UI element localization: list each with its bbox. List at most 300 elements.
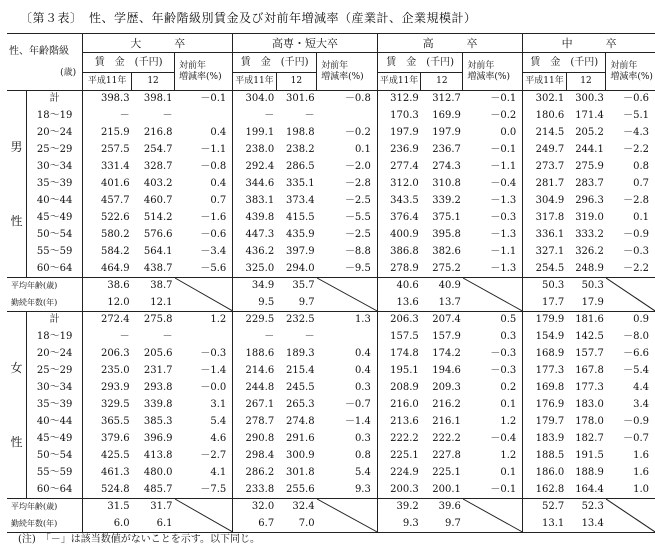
- age-label: 45～49: [27, 431, 83, 448]
- value-cell: 13.6: [377, 295, 420, 312]
- age-label: 60～64: [27, 261, 83, 278]
- value-cell: 301.8: [285, 467, 315, 478]
- table-row: [7, 244, 655, 261]
- value-cell: 157.9: [432, 331, 461, 342]
- value-cell: [317, 329, 378, 346]
- value-cell: 580.2: [100, 229, 130, 240]
- value-cell: 244.8: [245, 382, 275, 393]
- value-cell: 379.6: [100, 433, 130, 444]
- value-cell: 176.9: [535, 399, 565, 410]
- value-cell: 0.1: [463, 397, 523, 414]
- value-cell: 214.5: [535, 127, 565, 138]
- value-cell: 273.7: [535, 161, 565, 172]
- value-cell: 225.1: [390, 450, 419, 461]
- value-cell: －9.5: [317, 261, 378, 278]
- value-cell: 162.8: [523, 482, 566, 499]
- value-cell: 216.0: [390, 399, 419, 410]
- value-cell: －8.0: [623, 331, 649, 342]
- value-cell: －0.8: [317, 91, 378, 108]
- value-cell: 236.7: [432, 144, 461, 155]
- value-cell: －2.2: [606, 261, 655, 278]
- summary-label: 平均年齢(歳): [7, 499, 83, 516]
- age-label: 35～39: [27, 176, 83, 193]
- value-cell: 329.5: [100, 399, 130, 410]
- table-row: [7, 176, 655, 193]
- value-cell: 386.8: [390, 246, 419, 257]
- age-label: 計: [27, 312, 83, 329]
- table-row: [7, 363, 655, 380]
- value-cell: －7.5: [175, 482, 233, 499]
- value-cell: 283.7: [575, 178, 604, 189]
- value-cell: －4.3: [623, 127, 649, 138]
- value-cell: －0.7: [317, 397, 378, 414]
- value-cell: 200.3: [377, 482, 420, 499]
- value-cell: 39.6: [438, 501, 461, 513]
- value-cell: －0.1: [175, 91, 233, 108]
- table-row: [7, 312, 655, 329]
- value-cell: 9.7: [276, 295, 316, 312]
- value-cell: 235.0: [100, 365, 130, 376]
- value-cell: 278.7: [245, 416, 275, 427]
- value-cell: 485.7: [132, 482, 175, 499]
- value-cell: 31.7: [150, 501, 173, 513]
- wage-header: 賃 金 (千円): [523, 53, 606, 73]
- value-cell: 333.2: [575, 229, 604, 240]
- value-cell: 154.9: [535, 331, 565, 342]
- age-label: 55～59: [27, 465, 83, 482]
- value-cell: －2.8: [623, 195, 649, 206]
- age-label: 30～34: [27, 159, 83, 176]
- value-cell: 312.9: [390, 93, 419, 105]
- value-cell: 197.9: [432, 127, 461, 138]
- value-cell: 35.7: [292, 280, 315, 292]
- value-cell: 222.2: [432, 433, 461, 444]
- value-cell: 435.9: [285, 229, 315, 240]
- education-group-header: 中 卒: [523, 34, 655, 53]
- table-row: [7, 482, 655, 499]
- summary-label: 平均年齢(歳): [7, 278, 83, 295]
- value-cell: 0.1: [317, 142, 378, 159]
- value-cell: 17.7: [523, 295, 566, 312]
- value-cell: －: [264, 331, 275, 342]
- education-group-header: 高 卒: [377, 34, 522, 53]
- value-cell: 6.0: [83, 516, 132, 533]
- value-cell: －0.3: [463, 363, 523, 380]
- value-cell: 326.2: [575, 246, 604, 257]
- value-cell: 0.0: [463, 125, 523, 142]
- value-cell: －0.4: [463, 176, 523, 193]
- value-cell: －5.1: [623, 110, 649, 121]
- value-cell: 254.5: [523, 261, 566, 278]
- value-cell: 396.9: [143, 433, 173, 444]
- value-cell: 383.1: [245, 195, 275, 206]
- value-cell: 300.3: [575, 93, 604, 105]
- sex-label-top: 女: [10, 361, 23, 375]
- year-11-header: 平成11年: [233, 73, 276, 91]
- value-cell: －2.8: [317, 176, 378, 193]
- value-cell: －0.6: [175, 227, 233, 244]
- table-row: [7, 261, 655, 278]
- value-cell: 328.7: [143, 161, 173, 172]
- value-cell: 415.5: [285, 212, 315, 223]
- value-cell: －: [162, 331, 173, 342]
- value-cell: 267.1: [245, 399, 275, 410]
- table-row: [7, 397, 655, 414]
- value-cell: 1.6: [633, 450, 649, 461]
- value-cell: 293.9: [100, 382, 130, 393]
- value-cell: －2.2: [623, 144, 649, 155]
- table-row: [7, 465, 655, 482]
- value-cell: 207.4: [432, 314, 461, 326]
- value-cell: 375.1: [432, 212, 461, 223]
- value-cell: 13.7: [421, 295, 463, 312]
- value-cell: 376.4: [390, 212, 419, 223]
- value-cell: 461.3: [100, 467, 130, 478]
- value-cell: 9.7: [421, 516, 463, 533]
- value-cell: 216.8: [143, 127, 173, 138]
- value-cell: 0.5: [463, 312, 523, 329]
- table-row: [7, 346, 655, 363]
- value-cell: 249.7: [535, 144, 565, 155]
- value-cell: 174.8: [390, 348, 419, 359]
- value-cell: 278.9: [377, 261, 420, 278]
- value-cell: 5.4: [175, 414, 233, 431]
- change-header: 対前年 増減率(%): [606, 53, 655, 91]
- value-cell: 215.4: [285, 365, 315, 376]
- sex-label-cell: [7, 91, 27, 278]
- value-cell: 300.9: [285, 450, 315, 461]
- value-cell: －0.9: [623, 229, 649, 240]
- value-cell: 205.2: [575, 127, 604, 138]
- year-12-header: 12: [421, 73, 463, 91]
- value-cell: 344.6: [245, 178, 275, 189]
- empty-diagonal-cell: [463, 499, 523, 533]
- value-cell: 0.7: [633, 178, 649, 189]
- value-cell: 294.0: [276, 261, 316, 278]
- value-cell: 0.3: [317, 431, 378, 448]
- value-cell: －: [304, 331, 315, 342]
- value-cell: －1.4: [175, 363, 233, 380]
- table-row: [7, 329, 655, 346]
- sex-label-top: 男: [10, 140, 23, 154]
- value-cell: 225.1: [432, 467, 461, 478]
- education-group-header: 高専・短大卒: [233, 34, 378, 53]
- table-row: [7, 193, 655, 210]
- value-cell: 275.9: [575, 161, 604, 172]
- value-cell: 1.0: [606, 482, 655, 499]
- empty-diagonal-cell: [175, 278, 233, 312]
- value-cell: 171.4: [575, 110, 604, 121]
- empty-diagonal-cell: [317, 278, 378, 312]
- value-cell: 0.7: [175, 193, 233, 210]
- value-cell: －0.6: [623, 93, 649, 105]
- value-cell: 180.6: [535, 110, 565, 121]
- value-cell: －5.6: [175, 261, 233, 278]
- age-label: 50～54: [27, 227, 83, 244]
- age-label: 60～64: [27, 482, 83, 499]
- value-cell: 236.9: [390, 144, 419, 155]
- value-cell: －8.8: [317, 244, 378, 261]
- value-cell: －: [119, 331, 130, 342]
- value-cell: 293.8: [143, 382, 173, 393]
- value-cell: 0.2: [463, 380, 523, 397]
- value-cell: －: [304, 110, 315, 121]
- value-cell: 206.3: [390, 314, 419, 326]
- age-label: 20～24: [27, 125, 83, 142]
- year-12-header: 12: [132, 73, 175, 91]
- value-cell: －0.3: [463, 346, 523, 363]
- value-cell: －0.8: [175, 159, 233, 176]
- table-row: [7, 448, 655, 465]
- value-cell: －0.4: [463, 431, 523, 448]
- value-cell: 199.1: [245, 127, 275, 138]
- value-cell: 1.2: [175, 312, 233, 329]
- value-cell: 3.4: [633, 399, 649, 410]
- value-cell: 179.7: [535, 416, 565, 427]
- value-cell: 1.2: [463, 414, 523, 431]
- change-header: 対前年 増減率(%): [175, 53, 233, 91]
- value-cell: 325.0: [233, 261, 276, 278]
- table-row: [7, 108, 655, 125]
- value-cell: 188.9: [575, 467, 604, 478]
- value-cell: [175, 108, 233, 125]
- value-cell: 188.5: [535, 450, 565, 461]
- value-cell: 9.5: [233, 295, 276, 312]
- value-cell: 188.6: [245, 348, 275, 359]
- empty-diagonal-cell: [175, 499, 233, 533]
- value-cell: 50.3: [581, 280, 604, 292]
- table-row: [7, 499, 655, 516]
- value-cell: 292.4: [245, 161, 275, 172]
- value-cell: 312.0: [390, 178, 419, 189]
- value-cell: 50.3: [541, 280, 565, 292]
- value-cell: 0.3: [317, 380, 378, 397]
- value-cell: 0.4: [175, 176, 233, 193]
- value-cell: －0.2: [463, 108, 523, 125]
- value-cell: 164.4: [566, 482, 606, 499]
- value-cell: 227.8: [432, 450, 461, 461]
- value-cell: [175, 329, 233, 346]
- value-cell: －1.1: [463, 159, 523, 176]
- value-cell: －0.3: [175, 346, 233, 363]
- value-cell: －0.9: [623, 416, 649, 427]
- age-label: 30～34: [27, 380, 83, 397]
- value-cell: －: [162, 110, 173, 121]
- value-cell: 245.5: [285, 382, 315, 393]
- value-cell: 9.3: [377, 516, 420, 533]
- value-cell: －2.5: [317, 193, 378, 210]
- year-11-header: 平成11年: [377, 73, 420, 91]
- value-cell: 438.7: [132, 261, 175, 278]
- value-cell: 301.6: [285, 93, 315, 105]
- value-cell: 214.6: [245, 365, 275, 376]
- value-cell: 183.9: [535, 433, 565, 444]
- value-cell: 4.4: [633, 382, 649, 393]
- value-cell: 52.3: [581, 501, 604, 513]
- value-cell: 244.1: [575, 144, 604, 155]
- value-cell: －: [119, 110, 130, 121]
- value-cell: 584.2: [100, 246, 130, 257]
- value-cell: 401.6: [100, 178, 130, 189]
- table-row: [7, 431, 655, 448]
- value-cell: 198.8: [285, 127, 315, 138]
- empty-diagonal-cell: [317, 499, 378, 533]
- value-cell: 272.4: [100, 314, 130, 326]
- value-cell: 6.7: [233, 516, 276, 533]
- value-cell: 286.5: [285, 161, 315, 172]
- sex-label-bottom: 性: [10, 214, 23, 228]
- value-cell: 142.5: [575, 331, 604, 342]
- value-cell: －5.4: [623, 365, 649, 376]
- age-label: 45～49: [27, 210, 83, 227]
- value-cell: －1.1: [175, 142, 233, 159]
- value-cell: 365.5: [100, 416, 130, 427]
- sex-label-bottom: 性: [10, 435, 23, 449]
- value-cell: 168.9: [535, 348, 565, 359]
- age-label: 40～44: [27, 414, 83, 431]
- value-cell: 177.3: [575, 382, 604, 393]
- value-cell: 248.9: [566, 261, 606, 278]
- value-cell: －2.0: [317, 159, 378, 176]
- sex-label-cell: [7, 312, 27, 499]
- value-cell: 52.7: [541, 501, 565, 513]
- value-cell: 181.6: [575, 314, 604, 326]
- value-cell: 13.1: [523, 516, 566, 533]
- year-11-header: 平成11年: [83, 73, 132, 91]
- value-cell: 317.8: [535, 212, 565, 223]
- wage-table: [7, 33, 655, 533]
- value-cell: 4.6: [175, 431, 233, 448]
- value-cell: 274.3: [432, 161, 461, 172]
- value-cell: 397.9: [285, 246, 315, 257]
- value-cell: 0.8: [317, 448, 378, 465]
- value-cell: －1.3: [463, 193, 523, 210]
- value-cell: 339.8: [143, 399, 173, 410]
- value-cell: 169.8: [535, 382, 565, 393]
- value-cell: 522.6: [100, 212, 130, 223]
- value-cell: 457.7: [100, 195, 130, 206]
- value-cell: 238.2: [285, 144, 315, 155]
- value-cell: 232.5: [285, 314, 315, 326]
- value-cell: 290.8: [245, 433, 275, 444]
- value-cell: 302.1: [535, 93, 565, 105]
- age-label: 20～24: [27, 346, 83, 363]
- value-cell: 0.9: [633, 314, 649, 326]
- value-cell: 167.8: [575, 365, 604, 376]
- value-cell: 40.6: [396, 280, 419, 292]
- age-label: 18～19: [27, 329, 83, 346]
- empty-diagonal-cell: [463, 278, 523, 312]
- value-cell: －0.3: [463, 210, 523, 227]
- value-cell: 157.7: [575, 348, 604, 359]
- value-cell: 382.6: [432, 246, 461, 257]
- age-label: 40～44: [27, 193, 83, 210]
- table-row: [7, 159, 655, 176]
- corner-label: 性、年齢階級: [9, 45, 69, 57]
- value-cell: 524.8: [83, 482, 132, 499]
- value-cell: 40.9: [438, 280, 461, 292]
- value-cell: 178.0: [575, 416, 604, 427]
- value-cell: 208.9: [390, 382, 419, 393]
- value-cell: 385.3: [143, 416, 173, 427]
- value-cell: 339.2: [432, 195, 461, 206]
- value-cell: 0.1: [633, 212, 649, 223]
- value-cell: 1.2: [463, 448, 523, 465]
- value-cell: 0.8: [633, 161, 649, 172]
- value-cell: －: [264, 110, 275, 121]
- value-cell: 398.3: [100, 93, 130, 105]
- value-cell: 177.3: [535, 365, 565, 376]
- value-cell: 0.4: [175, 125, 233, 142]
- value-cell: [317, 108, 378, 125]
- value-cell: －0.7: [623, 433, 649, 444]
- value-cell: 216.2: [432, 399, 461, 410]
- age-label: 計: [27, 91, 83, 108]
- value-cell: 170.3: [390, 110, 419, 121]
- value-cell: 224.9: [390, 467, 419, 478]
- value-cell: －0.3: [623, 246, 649, 257]
- value-cell: 275.8: [143, 314, 173, 326]
- value-cell: 403.2: [143, 178, 173, 189]
- value-cell: 335.1: [285, 178, 315, 189]
- wage-header: 賃 金 (千円): [377, 53, 463, 73]
- value-cell: 229.5: [245, 314, 275, 326]
- value-cell: －0.1: [463, 482, 523, 499]
- summary-label: 勤続年数(年): [7, 516, 83, 533]
- value-cell: －0.1: [463, 91, 523, 108]
- value-cell: 298.4: [245, 450, 275, 461]
- year-11-header: 平成11年: [523, 73, 566, 91]
- value-cell: 5.4: [317, 465, 378, 482]
- value-cell: 197.9: [390, 127, 419, 138]
- value-cell: 319.0: [575, 212, 604, 223]
- value-cell: 200.1: [421, 482, 463, 499]
- year-12-header: 12: [276, 73, 316, 91]
- value-cell: －1.4: [317, 414, 378, 431]
- table-row: [7, 414, 655, 431]
- table-row: [7, 91, 655, 108]
- value-cell: 194.6: [432, 365, 461, 376]
- value-cell: 514.2: [143, 212, 173, 223]
- value-cell: 304.9: [535, 195, 565, 206]
- age-label: 50～54: [27, 448, 83, 465]
- empty-diagonal-cell: [606, 499, 655, 533]
- value-cell: 277.4: [390, 161, 419, 172]
- value-cell: 6.1: [132, 516, 175, 533]
- age-label: 25～29: [27, 142, 83, 159]
- value-cell: 327.1: [535, 246, 565, 257]
- wage-header: 賃 金 (千円): [233, 53, 317, 73]
- value-cell: 0.4: [317, 363, 378, 380]
- value-cell: 1.6: [633, 467, 649, 478]
- value-cell: 331.4: [100, 161, 130, 172]
- value-cell: 182.7: [575, 433, 604, 444]
- value-cell: 189.3: [285, 348, 315, 359]
- age-label: 55～59: [27, 244, 83, 261]
- value-cell: 9.3: [317, 482, 378, 499]
- value-cell: 464.9: [83, 261, 132, 278]
- value-cell: 398.1: [143, 93, 173, 105]
- value-cell: 291.6: [285, 433, 315, 444]
- table-row: [7, 210, 655, 227]
- value-cell: 3.1: [175, 397, 233, 414]
- change-header: 対前年 増減率(%): [317, 53, 378, 91]
- value-cell: 254.7: [143, 144, 173, 155]
- value-cell: 186.0: [535, 467, 565, 478]
- value-cell: 1.3: [317, 312, 378, 329]
- value-cell: －0.0: [175, 380, 233, 397]
- value-cell: 343.5: [390, 195, 419, 206]
